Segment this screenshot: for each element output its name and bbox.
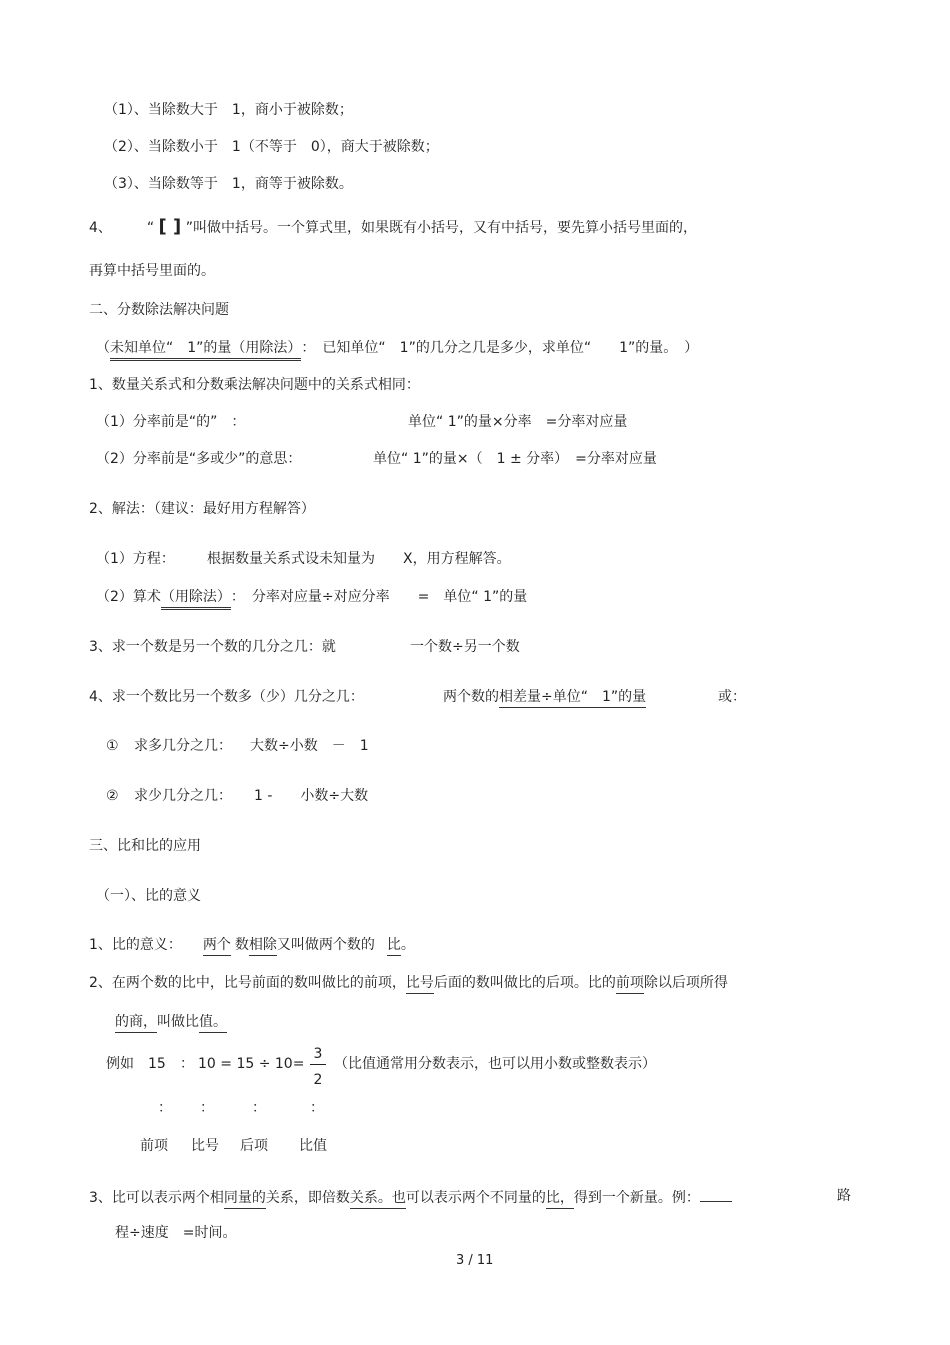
point-2: 2、解法：（建议：最好用方程解答） xyxy=(89,501,315,517)
definition-2 xyxy=(89,974,728,994)
section-intro xyxy=(96,339,698,361)
subsection-ratio-meaning: （一）、比的意义 xyxy=(96,888,201,904)
term-ratio-value: 比值 xyxy=(299,1138,327,1154)
point-1a-label: （1）分率前是“的” ： xyxy=(96,414,246,430)
page-number: 3 / 11 xyxy=(456,1253,494,1268)
definition-3-cont: 程÷速度 =时间。 xyxy=(115,1225,237,1241)
definition-2-e: 除以后项所得 xyxy=(643,975,728,991)
definition-3-e: 可以表示两个不同量的 xyxy=(405,1190,546,1206)
point-4-formula-underlined: 相差量÷单位“ 1”的量 xyxy=(499,688,646,708)
fill-blank-line xyxy=(700,1187,732,1202)
section-heading-ratio: 三、比和比的应用 xyxy=(89,838,201,854)
point-4b-number: ② xyxy=(106,788,119,804)
definition-3-same-quantity: 同量的 xyxy=(224,1189,266,1209)
point-4-label: 4、求一个数比另一个数多（少）几分之几： xyxy=(89,689,364,705)
term-antecedent: 前项 xyxy=(140,1138,168,1154)
definition-1-ratio: 比 xyxy=(387,936,401,956)
example-note: （比值通常用分数表示，也可以用小数或整数表示） xyxy=(334,1056,656,1072)
point-1: 1、数量关系式和分数乘法解决问题中的关系式相同： xyxy=(89,377,420,393)
definition-3-relation: 关系。也 xyxy=(350,1189,406,1209)
definition-1-label: 1、比的意义： xyxy=(89,937,182,953)
point-2b-rest: ： 分率对应量÷对应分率 = 单位“ 1”的量 xyxy=(230,589,528,605)
point-1b-formula: 单位“ 1”的量×（ 1 ± 分率） =分率对应量 xyxy=(373,451,657,467)
point-4b-label: 求少几分之几： xyxy=(134,788,232,804)
definition-2-colon-sign: 比号 xyxy=(406,974,434,994)
definition-3-ratio: 比， xyxy=(546,1189,574,1209)
fraction-bar xyxy=(310,1064,326,1065)
bracket-symbol: [ ] xyxy=(158,216,182,237)
definition-2-cont xyxy=(115,1013,227,1033)
point-1a-formula: 单位“ 1”的量×分率 =分率对应量 xyxy=(408,414,628,430)
fraction-numerator: 3 xyxy=(313,1046,323,1062)
rule-divisor-greater: （1）、当除数大于 1，商小于被除数； xyxy=(104,102,353,118)
rule-divisor-equal: （3）、当除数等于 1，商等于被除数。 xyxy=(104,176,353,192)
rule-divisor-less: （2）、当除数小于 1（不等于 0），商大于被除数； xyxy=(104,139,439,155)
definition-1-two: 两个 xyxy=(203,936,231,956)
definition-2-c: 后面的数叫做比的后项。比的 xyxy=(433,975,616,991)
definition-1-end: 。 xyxy=(400,937,415,953)
definition-2-value: 值。 xyxy=(199,1013,227,1033)
open-quote: “ xyxy=(146,220,155,236)
arrow-colon-4: ： xyxy=(310,1100,324,1116)
point-4-or: 或： xyxy=(718,689,746,705)
term-ratio-sign: 比号 xyxy=(191,1138,219,1154)
definition-1-text: 又叫做两个数的 xyxy=(276,937,375,953)
intro-rest: ： 已知单位“ 1”的几分之几是多少，求单位“ 1”的量。 ） xyxy=(301,340,699,356)
definition-3-g: 得到一个新量。例： xyxy=(573,1190,700,1206)
definition-3-c: 关系，即倍数 xyxy=(265,1190,350,1206)
definition-1-number: 数 xyxy=(234,937,249,953)
definition-3 xyxy=(89,1187,732,1209)
definition-3-road: 路 xyxy=(837,1188,851,1204)
example-equation: 10 = 15 ÷ 10= xyxy=(198,1056,305,1072)
example-label: 例如 xyxy=(106,1056,134,1072)
definition-2-a: 2、在两个数的比中，比号前面的数叫做比的前项， xyxy=(89,975,406,991)
definition-2-antecedent: 前项 xyxy=(616,974,644,994)
term-consequent: 后项 xyxy=(240,1138,268,1154)
point-1b-label: （2）分率前是“多或少”的意思： xyxy=(96,451,302,467)
arrow-colon-1: ： xyxy=(158,1100,172,1116)
arrow-colon-2: ： xyxy=(200,1100,214,1116)
point-4-formula xyxy=(443,688,646,708)
bracket-paragraph-cont: 再算中括号里面的。 xyxy=(89,263,215,279)
point-2b-pre: （2）算术 xyxy=(96,589,161,605)
definition-3-a: 3、比可以表示两个相 xyxy=(89,1190,224,1206)
definition-1-divide: 相除 xyxy=(249,936,277,956)
point-2a-label: （1）方程： xyxy=(96,551,175,567)
point-4a-label: 求多几分之几： xyxy=(134,738,232,754)
definition-1 xyxy=(89,936,415,956)
example-antecedent: 15 xyxy=(148,1056,166,1072)
point-4b-formula: 1 - 小数÷大数 xyxy=(254,788,369,804)
bracket-paragraph xyxy=(89,218,697,237)
arrow-colon-3: ： xyxy=(252,1100,266,1116)
item-number: 4、 xyxy=(89,220,112,236)
fraction-denominator: 2 xyxy=(313,1072,323,1088)
definition-2-g: 叫做比 xyxy=(157,1014,199,1030)
point-2a-text: 根据数量关系式设未知量为 X，用方程解答。 xyxy=(207,551,511,567)
section-heading-fraction-division: 二、分数除法解决问题 xyxy=(89,302,229,318)
point-3-formula: 一个数÷另一个数 xyxy=(410,639,520,655)
point-2b xyxy=(96,588,527,610)
point-2b-underlined: （用除法） xyxy=(161,588,231,610)
definition-2-quotient: 的商， xyxy=(115,1013,157,1033)
example-colon: ： xyxy=(180,1056,194,1072)
point-3-label: 3、求一个数是另一个数的几分之几：就 xyxy=(89,639,336,655)
point-4-formula-pre: 两个数的 xyxy=(443,689,499,705)
intro-underlined: 未知单位“ 1”的量（用除法） xyxy=(110,339,301,361)
point-4a-formula: 大数÷小数 － 1 xyxy=(250,738,369,754)
intro-open-paren: （ xyxy=(96,340,110,356)
point-4a-number: ① xyxy=(106,738,119,754)
bracket-text: ”叫做中括号。一个算式里，如果既有小括号，又有中括号，要先算小括号里面的， xyxy=(185,220,697,236)
